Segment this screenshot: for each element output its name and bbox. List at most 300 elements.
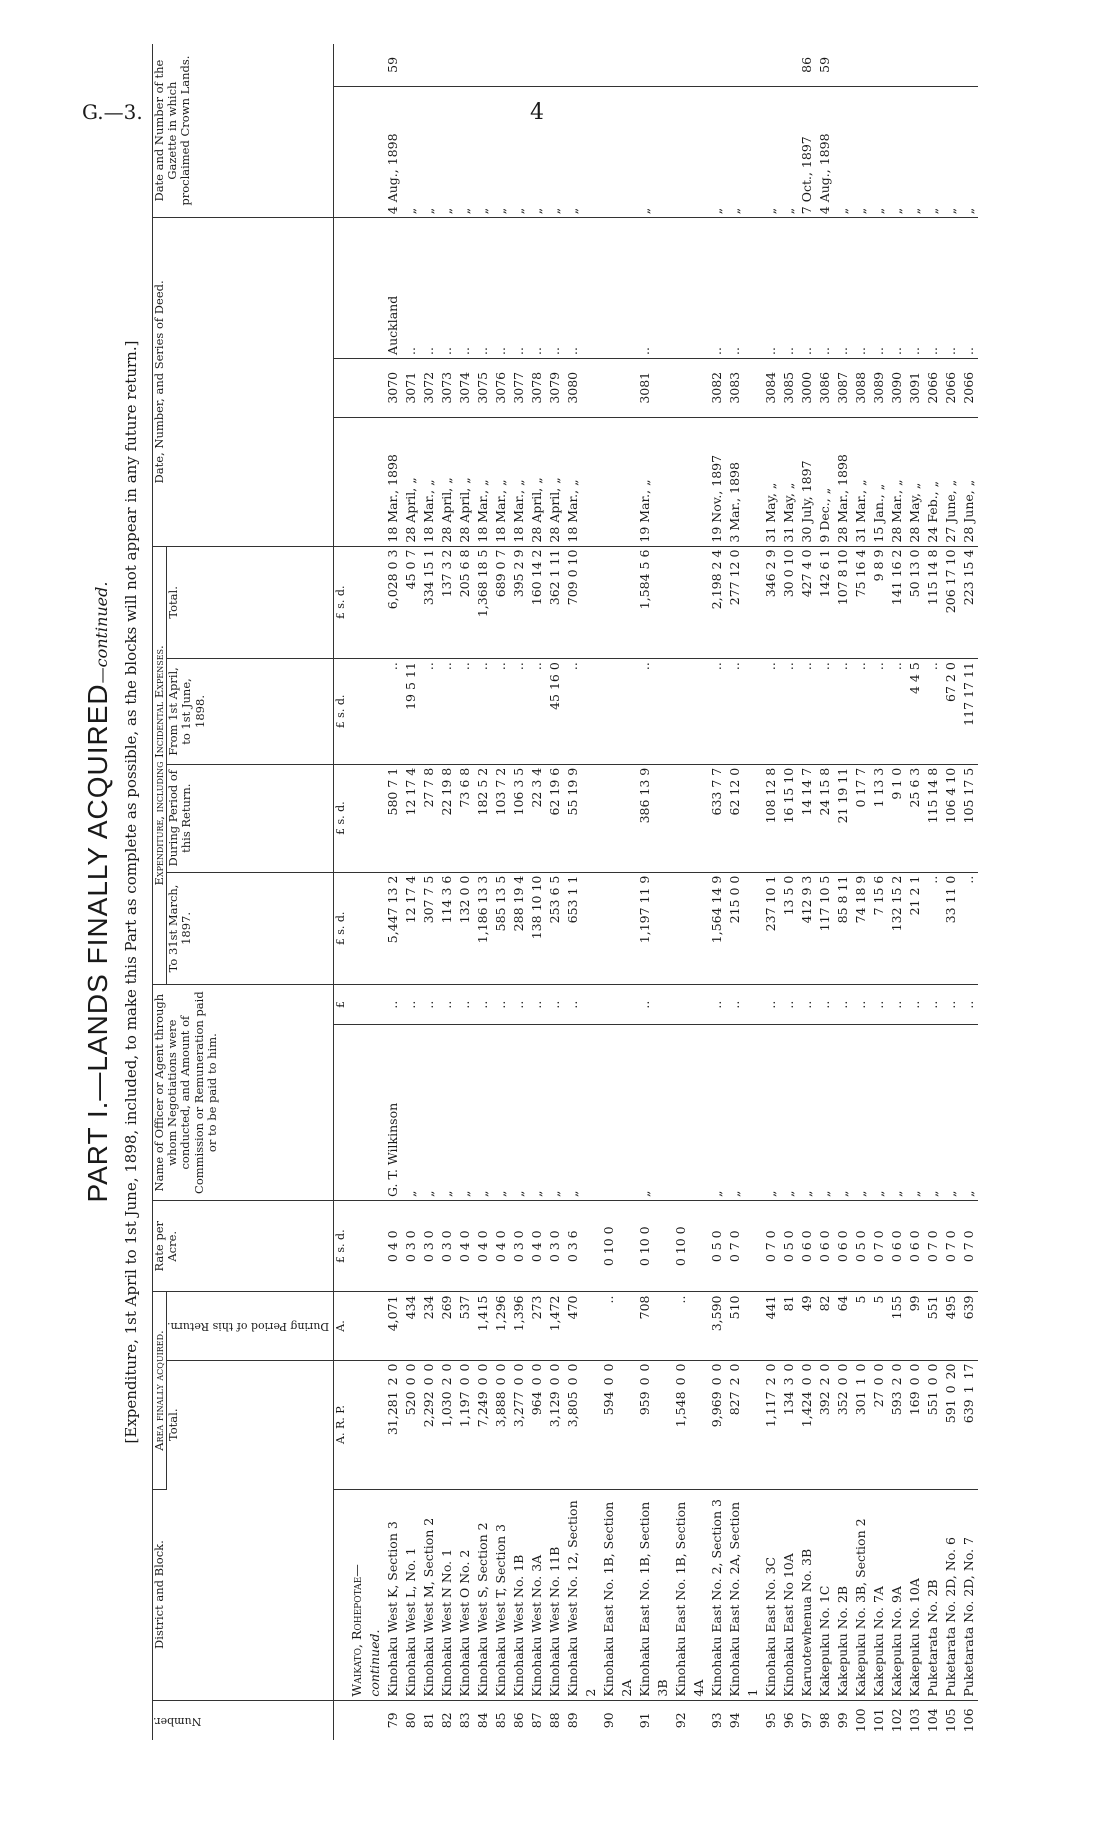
row-block: Kinohaku East No. 2A, Section 1 [726,1489,762,1700]
row-area-a: 2,292 [420,1391,436,1428]
table-row [852,44,870,1740]
row-exp-from: .. [816,659,834,765]
row-area-a: 134 [780,1391,796,1416]
row-deed-date: 31 May, „ [780,417,798,546]
table-row [384,44,402,1740]
row-exp-total: 2,198 2 4 [708,546,726,659]
row-area-period: 537 [456,1292,474,1360]
row-exp-from: .. [888,659,906,765]
row-gazette-number [528,44,546,86]
part-title-suffix: —continued. [92,581,111,684]
row-exp-during: 62 19 6 [546,764,564,872]
row-deed-date: 18 Mar., „ [474,417,492,546]
row-area-r: 0 [672,1377,688,1386]
row-deed-series: .. [456,218,474,359]
row-exp-during: 115 14 8 [924,764,942,872]
row-gazette-number [564,44,600,86]
row-area-period: 639 [960,1292,978,1360]
row-block: Kinohaku West O No. 2 [456,1489,474,1700]
row-exp-during [672,764,708,872]
row-exp-total: 395 2 9 [510,546,528,659]
row-gazette-date: „ [528,86,546,217]
row-exp-to: 114 3 6 [438,872,456,985]
rotated-page-content [82,44,1112,1740]
row-area-period: 64 [834,1292,852,1360]
row-area-a: 827 [726,1391,742,1416]
row-number: 94 [726,1712,742,1729]
header-exp-from: From 1st April, to 1st June, 1898. [167,659,333,765]
table-row [762,44,780,1740]
row-commission: .. [762,985,780,1025]
row-rate: 0 5 0 [708,1201,726,1292]
row-block: Kinohaku West T, Section 3 [492,1489,510,1700]
part-subtitle: [Expenditure, 1st April to 1st June, 1898, included, to make this Part as complete as possible, as the blocks will not appear in any future return.] [122,340,140,1444]
page-reference: G.—3. [82,100,143,124]
row-officer: „ [834,1025,852,1201]
row-area-total [672,1360,708,1489]
row-commission: .. [708,985,726,1025]
row-area-r: 0 [564,1377,580,1386]
row-deed-number: 3074 [456,358,474,417]
row-area-total [816,1360,834,1489]
row-area-r: 0 [798,1377,814,1386]
row-deed-number: 3078 [528,358,546,417]
row-deed-date: 18 Mar., 1898 [384,417,402,546]
row-deed-date: 19 Nov., 1897 [708,417,726,546]
row-deed-number: 3079 [546,358,564,417]
row-deed-series: .. [474,218,492,359]
row-number: 106 [960,1708,976,1733]
row-area-r: 0 [708,1377,724,1386]
row-deed-date [672,417,708,546]
row-gazette-date: „ [888,86,906,217]
row-gazette-date: „ [906,86,924,217]
row-exp-from: .. [420,659,438,765]
row-area-p: 0 [402,1363,418,1372]
row-gazette-number [762,44,780,86]
row-block: Kakepuku No. 1C [816,1489,834,1700]
row-deed-date: 3 Mar., 1898 [726,417,762,546]
row-number: 85 [492,1712,508,1729]
row-exp-during: 21 19 11 [834,764,852,872]
header-exp-to: To 31st March, 1897. [167,872,333,985]
row-block: Kinohaku West M, Section 2 [420,1489,438,1700]
row-block: Kinohaku East No. 1B, Section 2A [600,1489,636,1700]
row-deed-series: .. [834,218,852,359]
table-row [708,44,726,1740]
row-area-p: 0 [546,1363,562,1372]
row-area-total [420,1360,438,1489]
row-rate: 0 10 0 [636,1201,672,1292]
row-deed-series: .. [960,218,978,359]
row-deed-date: 28 April, „ [528,417,546,546]
row-area-a: 3,805 [564,1391,580,1428]
row-area-total [960,1360,978,1489]
row-exp-to: 132 15 2 [888,872,906,985]
row-gazette-number [834,44,852,86]
row-area-period: 155 [888,1292,906,1360]
header-gazette: Date and Number of the Gazette in which proclaimed Crown Lands. [153,44,334,218]
table-row [474,44,492,1740]
row-exp-during: 62 12 0 [726,764,762,872]
district-heading-name: Waikato, Rohepotae— [348,1564,364,1697]
header-area-period: During Period of this Return. [167,1292,333,1360]
row-gazette-number [726,44,762,86]
row-exp-during: 27 7 8 [420,764,438,872]
row-commission: .. [384,985,402,1025]
row-gazette-number [888,44,906,86]
row-deed-number: 3083 [726,358,762,417]
table-row [906,44,924,1740]
row-officer: „ [960,1025,978,1201]
row-exp-total: 709 0 10 [564,546,600,659]
row-rate: 0 6 0 [906,1201,924,1292]
row-area-p: 0 [456,1363,472,1372]
row-area-p: 0 [780,1363,796,1372]
row-deed-date: 18 Mar., „ [420,417,438,546]
table-row [870,44,888,1740]
row-exp-during: 580 7 1 [384,764,402,872]
row-rate: 0 7 0 [960,1201,978,1292]
row-deed-number: 3086 [816,358,834,417]
table-row [546,44,564,1740]
row-exp-to: 288 19 4 [510,872,528,985]
row-exp-total: 75 16 4 [852,546,870,659]
row-gazette-number [924,44,942,86]
row-exp-total: 1,368 18 5 [474,546,492,659]
row-gazette-date: „ [438,86,456,217]
row-exp-during [600,764,636,872]
row-area-a: 301 [852,1391,868,1416]
row-area-p: 0 [888,1363,904,1372]
row-block: Karuotewhenua No. 3B [798,1489,816,1700]
row-rate: 0 7 0 [924,1201,942,1292]
row-number: 95 [762,1712,778,1729]
table-row [636,44,672,1740]
row-area-r: 0 [924,1377,940,1386]
district-heading-cont: continued. [366,1629,382,1697]
row-area-r: 0 [420,1377,436,1386]
row-exp-during: 386 13 9 [636,764,672,872]
row-officer: „ [852,1025,870,1201]
row-deed-number: 3081 [636,358,672,417]
row-gazette-number [438,44,456,86]
row-area-a: 1,548 [672,1391,688,1428]
row-area-r: 2 [888,1377,904,1386]
row-deed-series: Auckland [384,218,402,359]
row-exp-total: 1,584 5 6 [636,546,672,659]
unit-exp-from: £ s. d. [333,659,348,765]
row-number: 81 [420,1712,436,1729]
row-gazette-date: „ [564,86,600,217]
row-deed-date: 31 May, „ [762,417,780,546]
row-rate: 0 6 0 [798,1201,816,1292]
row-officer: „ [546,1025,564,1201]
row-exp-during: 105 17 5 [960,764,978,872]
row-exp-to: 1,564 14 9 [708,872,726,985]
row-exp-total: 115 14 8 [924,546,942,659]
row-area-period: 5 [870,1292,888,1360]
row-exp-from: .. [708,659,726,765]
row-number: 91 [636,1712,652,1729]
row-gazette-number [474,44,492,86]
row-area-r: 2 [384,1377,400,1386]
row-area-period: 551 [924,1292,942,1360]
row-block: Kakepuku No. 3B, Section 2 [852,1489,870,1700]
row-commission: .. [870,985,888,1025]
row-area-r: 0 [546,1377,562,1386]
row-officer: „ [564,1025,600,1201]
row-area-r: 0 [528,1377,544,1386]
row-exp-total: 9 8 9 [870,546,888,659]
row-exp-during: 106 3 5 [510,764,528,872]
row-block: Puketarata No. 2D, No. 7 [960,1489,978,1700]
row-area-total [474,1360,492,1489]
row-area-a: 1,117 [762,1391,778,1428]
row-exp-to [600,872,636,985]
table-row [834,44,852,1740]
row-exp-during: 73 6 8 [456,764,474,872]
row-deed-number: 3076 [492,358,510,417]
row-deed-number: 3071 [402,358,420,417]
row-area-period: 1,296 [492,1292,510,1360]
row-area-r: 0 [870,1377,886,1386]
row-area-p: 0 [816,1363,832,1372]
header-expenditure: Expenditure, including Incidental Expenses. [153,546,167,985]
row-deed-date: 31 Mar., „ [852,417,870,546]
row-area-total [726,1360,762,1489]
row-area-total [546,1360,564,1489]
row-exp-from: .. [762,659,780,765]
row-area-period: 269 [438,1292,456,1360]
row-exp-during: 1 13 3 [870,764,888,872]
row-area-a: 1,030 [438,1391,454,1428]
row-number: 87 [528,1712,544,1729]
row-area-p: 0 [762,1363,778,1372]
row-area-r: 1 [852,1377,868,1386]
row-area-period: 1,472 [546,1292,564,1360]
row-area-period: .. [600,1292,636,1360]
row-area-r: 0 [906,1377,922,1386]
row-gazette-number [852,44,870,86]
row-exp-total: 107 8 10 [834,546,852,659]
row-officer [600,1025,636,1201]
row-commission: .. [402,985,420,1025]
row-officer: „ [942,1025,960,1201]
row-deed-date: 28 May, „ [906,417,924,546]
table-row [402,44,420,1740]
row-officer: „ [402,1025,420,1201]
row-number: 88 [546,1712,562,1729]
row-gazette-date: „ [924,86,942,217]
row-commission: .. [780,985,798,1025]
row-gazette-number [780,44,798,86]
row-deed-series: .. [816,218,834,359]
row-exp-to: 253 6 5 [546,872,564,985]
row-exp-from: .. [384,659,402,765]
row-exp-from: .. [564,659,600,765]
row-area-period: 708 [636,1292,672,1360]
row-rate: 0 6 0 [834,1201,852,1292]
row-officer: „ [492,1025,510,1201]
unit-rate: £ s. d. [333,1201,348,1292]
row-area-total [456,1360,474,1489]
row-exp-from: 67 2 0 [942,659,960,765]
table-row [816,44,834,1740]
row-area-a: 9,969 [708,1391,724,1428]
row-exp-during: 108 12 8 [762,764,780,872]
row-exp-from: .. [636,659,672,765]
lands-table [152,44,978,1740]
row-exp-during: 16 15 10 [780,764,798,872]
row-deed-number: 3080 [564,358,600,417]
row-block: Kakepuku No. 7A [870,1489,888,1700]
row-area-period: 1,415 [474,1292,492,1360]
unit-exp-to: £ s. d. [333,872,348,985]
row-gazette-number [492,44,510,86]
header-district: District and Block. [153,1489,334,1700]
row-commission: .. [924,985,942,1025]
row-area-p: 0 [528,1363,544,1372]
table-row [942,44,960,1740]
row-gazette-date: „ [510,86,528,217]
row-area-total [528,1360,546,1489]
row-deed-number: 2066 [924,358,942,417]
row-area-r: 0 [402,1377,418,1386]
row-commission: .. [852,985,870,1025]
district-heading-row [348,44,384,1740]
row-area-p: 0 [708,1363,724,1372]
table-row [672,44,708,1740]
row-gazette-date: „ [708,86,726,217]
row-gazette-date: „ [960,86,978,217]
row-deed-date: 19 Mar., „ [636,417,672,546]
row-exp-from: 19 5 11 [402,659,420,765]
row-exp-total: 346 2 9 [762,546,780,659]
row-deed-series: .. [438,218,456,359]
row-gazette-date: „ [834,86,852,217]
row-deed-date: 18 Mar., „ [564,417,600,546]
row-area-a: 591 [942,1399,958,1424]
row-area-period: 1,396 [510,1292,528,1360]
row-exp-during: 22 3 4 [528,764,546,872]
row-officer: „ [888,1025,906,1201]
row-number: 104 [924,1708,940,1733]
row-number: 84 [474,1712,490,1729]
row-number: 97 [798,1712,814,1729]
row-deed-series: .. [546,218,564,359]
row-exp-to: .. [924,872,942,985]
row-area-p: 17 [960,1363,976,1380]
table-row [780,44,798,1740]
row-exp-from: 45 16 0 [546,659,564,765]
row-area-period: .. [672,1292,708,1360]
row-exp-total: 6,028 0 3 [384,546,402,659]
row-deed-date: 28 April, „ [456,417,474,546]
row-exp-during: 24 15 8 [816,764,834,872]
row-area-period: 273 [528,1292,546,1360]
header-area: Area finally acquired. [153,1292,167,1489]
row-exp-total: 142 6 1 [816,546,834,659]
row-number: 92 [672,1712,688,1729]
row-exp-from: .. [870,659,888,765]
row-exp-total: 205 6 8 [456,546,474,659]
row-area-a: 7,249 [474,1391,490,1428]
row-gazette-number [456,44,474,86]
row-deed-number: 3082 [708,358,726,417]
row-exp-total: 689 0 7 [492,546,510,659]
row-area-p: 0 [870,1363,886,1372]
row-exp-during: 103 7 2 [492,764,510,872]
row-commission: .. [816,985,834,1025]
row-exp-from: .. [474,659,492,765]
row-block: Kakepuku No. 9A [888,1489,906,1700]
row-deed-date: 27 June, „ [942,417,960,546]
row-officer: „ [456,1025,474,1201]
row-block: Kinohaku West K, Section 3 [384,1489,402,1700]
row-rate: 0 10 0 [600,1201,636,1292]
row-exp-from: .. [798,659,816,765]
row-commission: .. [528,985,546,1025]
row-number: 82 [438,1712,454,1729]
row-exp-from: .. [726,659,762,765]
row-block: Kinohaku East No 10A [780,1489,798,1700]
row-exp-to: 33 11 0 [942,872,960,985]
row-gazette-number [510,44,528,86]
row-gazette-date: „ [492,86,510,217]
row-area-period: 5 [852,1292,870,1360]
row-area-p: 0 [636,1363,652,1372]
row-gazette-number [636,44,672,86]
row-deed-series: .. [636,218,672,359]
table-row [528,44,546,1740]
table-row [600,44,636,1740]
row-rate: 0 4 0 [528,1201,546,1292]
row-area-r: 2 [438,1377,454,1386]
row-gazette-date: „ [474,86,492,217]
row-commission: .. [888,985,906,1025]
row-deed-number: 3088 [852,358,870,417]
row-area-total [762,1360,780,1489]
row-gazette-number [402,44,420,86]
row-deed-series [672,218,708,359]
row-area-total [636,1360,672,1489]
row-area-a: 3,888 [492,1391,508,1428]
row-area-period: 441 [762,1292,780,1360]
row-area-period: 234 [420,1292,438,1360]
row-area-p: 0 [510,1363,526,1372]
row-deed-date: 18 Mar., „ [492,417,510,546]
row-deed-series: .. [528,218,546,359]
row-block: Kinohaku East No. 2, Section 3 [708,1489,726,1700]
row-deed-date: 28 Mar., 1898 [834,417,852,546]
row-gazette-number [420,44,438,86]
row-area-total [564,1360,600,1489]
row-area-period: 495 [942,1292,960,1360]
row-exp-from [600,659,636,765]
row-deed-series: .. [888,218,906,359]
row-block: Kinohaku West No. 11B [546,1489,564,1700]
row-area-period: 4,071 [384,1292,402,1360]
row-exp-during: 55 19 9 [564,764,600,872]
row-area-a: 27 [870,1391,886,1408]
row-gazette-date: „ [402,86,420,217]
row-rate: 0 3 0 [420,1201,438,1292]
row-area-p: 0 [852,1363,868,1372]
row-gazette-date: „ [420,86,438,217]
row-area-p: 0 [384,1363,400,1372]
row-officer: „ [510,1025,528,1201]
